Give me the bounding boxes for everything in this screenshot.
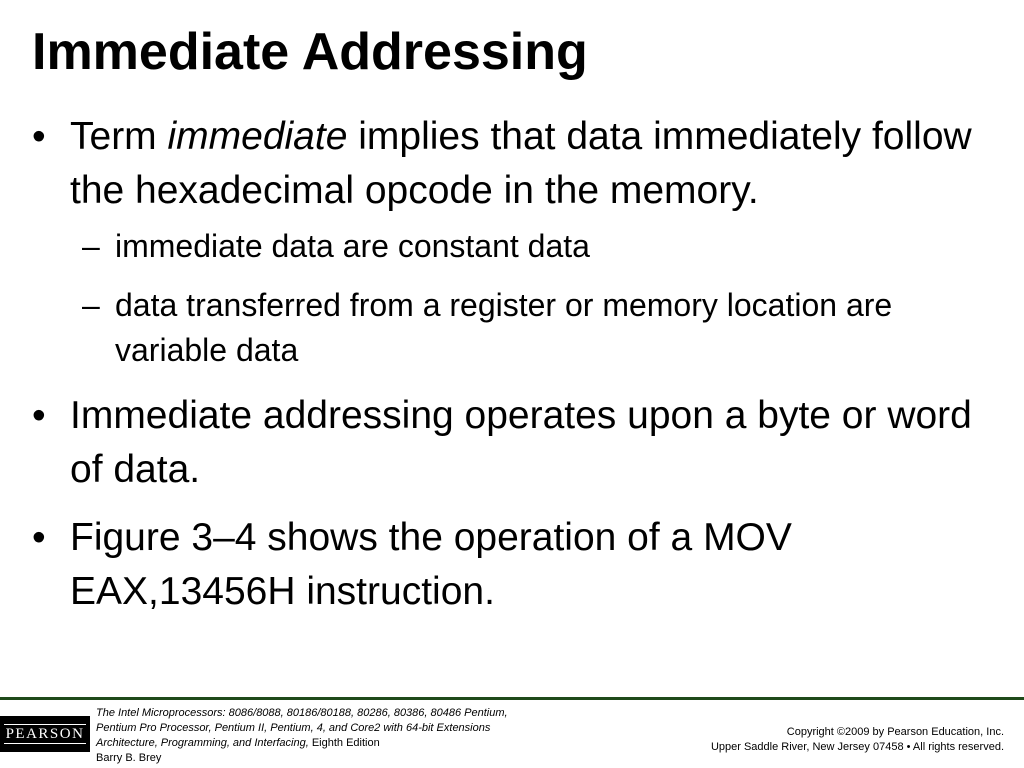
book-edition: Eighth Edition [308,737,380,749]
sub-bullet-item [0,224,1024,269]
pearson-logo [0,716,90,752]
bullet-marker: • [32,115,46,158]
sub-bullet-item [0,283,1024,373]
book-line-2: Pentium Pro Processor, Pentium II, Pentium, 4, and Core2 with 64-bit Extensions [96,722,491,734]
bullet-marker: • [32,516,46,559]
copyright-notice [711,725,1004,755]
book-author: Barry B. Brey [96,752,162,764]
slide-title: Immediate Addressing [32,23,588,81]
slide-body [0,110,1024,619]
bullet-item [0,389,1024,497]
book-citation [96,706,566,766]
sub-bullet-text: data transferred from a register or memory location are variable data [115,287,893,368]
copyright-line-1: Copyright ©2009 by Pearson Education, Inc. [786,726,1004,738]
bullet-text: implies that data immediately follow the hexadecimal opcode in the memory. [70,115,972,212]
book-line-3: Architecture, Programming, and Interfacing, [96,737,309,749]
bullet-text: Figure 3–4 shows the operation of a MOV EAX,13456H instruction. [70,516,792,613]
bullet-marker: • [32,394,46,437]
bullet-item [0,511,1024,619]
bullet-text: Immediate addressing operates upon a byte or word of data. [70,394,972,491]
sub-bullet-text: immediate data are constant data [115,228,590,264]
book-title: The Intel Microprocessors: [96,707,226,719]
logo-text: PEARSON [5,726,85,742]
bullet-text: Term [70,115,168,158]
book-models: 8086/8088, 80186/80188, 80286, 80386, 80486 Pentium, [225,707,508,719]
sub-bullet-marker: – [82,287,100,323]
sub-bullet-marker: – [82,228,100,264]
copyright-line-2: Upper Saddle River, New Jersey 07458 • All rights reserved. [710,741,1004,753]
footer-divider [0,697,1024,700]
bullet-item [0,110,1024,218]
bullet-italic-term: immediate [167,115,348,158]
